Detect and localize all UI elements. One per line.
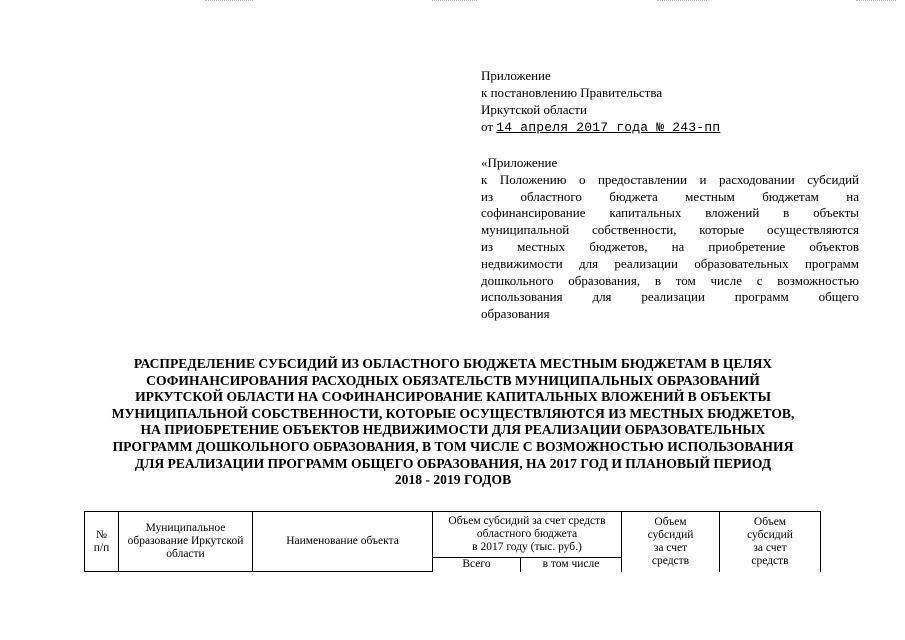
title-line: НА ПРИОБРЕТЕНИЕ ОБЪЕКТОВ НЕДВИЖИМОСТИ ДЛЯ РЕАЛИЗАЦИИ ОБРАЗОВАТЕЛЬНЫХ (140, 422, 766, 438)
date-typed: 14 апреля 2017 года № 243-пп (496, 120, 721, 135)
appendix-date-line (481, 118, 859, 136)
regulation-line: муниципальной собственности, которые осуществляются (481, 222, 859, 238)
subsidy-table (84, 511, 821, 572)
regulation-line: образования (481, 306, 550, 322)
header-cell-municipality: Муниципальное образование Иркутской области (119, 512, 253, 572)
title-line: МУНИЦИПАЛЬНОЙ СОБСТВЕННОСТИ, КОТОРЫЕ ОСУЩЕСТВЛЯЮТСЯ ИЗ МЕСТНЫХ БЮДЖЕТОВ, (111, 405, 795, 421)
header-cell-subsidy-b: Объем субсидий за счет средств (720, 512, 821, 572)
date-prefix: от (481, 119, 494, 134)
regulation-appendix-heading: «Приложение (481, 155, 558, 170)
title-line: ИРКУТСКОЙ ОБЛАСТИ НА СОФИНАНСИРОВАНИЕ КАПИТАЛЬНЫХ ВЛОЖЕНИЙ В ОБЪЕКТЫ (135, 389, 771, 405)
appendix-reference (481, 67, 859, 136)
regulation-line: к Положению о предоставлении и расходовании субсидий (481, 171, 859, 187)
title-line: ДЛЯ РЕАЛИЗАЦИИ ПРОГРАММ ОБЩЕГО ОБРАЗОВАНИЯ, НА 2017 ГОД И ПЛАНОВЫЙ ПЕРИОД (134, 455, 772, 471)
header-cell-number: № п/п (85, 512, 119, 572)
title-line: РАСПРЕДЕЛЕНИЕ СУБСИДИЙ ИЗ ОБЛАСТНОГО БЮДЖЕТА МЕСТНЫМ БЮДЖЕТАМ В ЦЕЛЯХ (133, 356, 773, 371)
regulation-line: софинансирование капитальных вложений в объекты (481, 205, 859, 221)
title-line: ПРОГРАММ ДОШКОЛЬНОГО ОБРАЗОВАНИЯ, В ТОМ ЧИСЛЕ С ВОЗМОЖНОСТЬЮ ИСПОЛЬЗОВАНИЯ (112, 438, 794, 454)
appendix-line: к постановлению Правительства (481, 85, 663, 100)
regulation-line: дошкольного образования, в том числе с возможностью (481, 272, 859, 288)
regulation-line: из областного бюджета местным бюджетам на (481, 188, 859, 204)
scan-artifact (856, 0, 896, 4)
regulation-line: из местных бюджетов, на приобретение объектов (481, 238, 859, 254)
document-title (60, 356, 846, 489)
appendix-line: Приложение (481, 68, 551, 83)
title-line: 2018 - 2019 ГОДОВ (394, 472, 512, 488)
appendix-line: Иркутской области (481, 102, 587, 117)
header-cell-total: Всего (433, 558, 521, 572)
scan-artifact (205, 0, 253, 4)
scan-artifact (432, 0, 477, 4)
header-cell-including: в том числе (521, 558, 622, 572)
title-line: СОФИНАНСИРОВАНИЯ РАСХОДНЫХ ОБЯЗАТЕЛЬСТВ МУНИЦИПАЛЬНЫХ ОБРАЗОВАНИЙ (146, 372, 760, 388)
header-cell-object: Наименование объекта (253, 512, 433, 572)
regulation-line: недвижимости для реализации образовательных программ (481, 255, 859, 271)
regulation-appendix (481, 155, 859, 323)
regulation-line: использования для реализации программ общего (481, 289, 859, 305)
header-cell-subsidy-2017: Объем субсидий за счет средств областного бюджета в 2017 году (тыс. руб.) (433, 512, 622, 558)
scan-artifact (657, 0, 707, 4)
header-cell-subsidy-a: Объем субсидий за счет средств (622, 512, 720, 572)
